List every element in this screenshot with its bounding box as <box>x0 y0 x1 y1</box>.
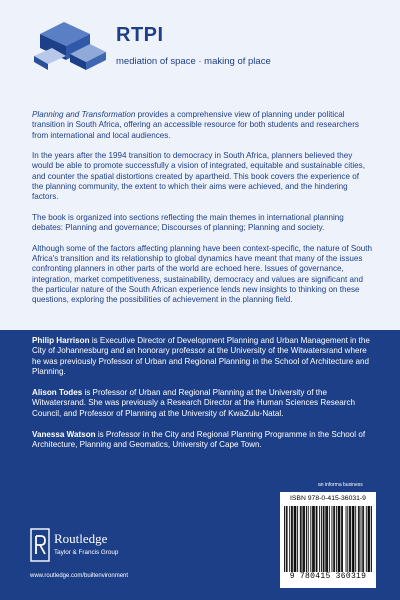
barcode-bar <box>353 506 354 572</box>
barcode-bar <box>366 506 367 572</box>
barcode-bar <box>358 506 359 572</box>
barcode-bar <box>352 506 353 572</box>
barcode-bar <box>355 506 356 572</box>
brand-name: RTPI <box>116 24 164 46</box>
barcode-bar <box>286 506 287 572</box>
barcode-bar <box>341 506 342 572</box>
author-bio-text: is Professor of Urban and Regional Planning at the University of the Witwatersrand. She was previously a Research Director at the Human Sciences Research Council, and Professor of Planning at the University of KwaZulu-Natal. <box>32 388 355 418</box>
author-name: Vanessa Watson <box>32 430 96 440</box>
barcode-bar <box>287 506 288 572</box>
description-text-1: provides a comprehensive view of planning under political transition in South Africa, offering an accessible resource for both students and researchers from international and local audiences. <box>32 110 359 140</box>
barcode-bar <box>324 506 325 572</box>
barcode-bar <box>291 506 292 572</box>
barcode-bar <box>304 506 305 572</box>
barcode-bar <box>333 506 334 572</box>
book-description <box>32 110 372 316</box>
routledge-logo-icon <box>30 528 50 562</box>
barcode-bar <box>284 506 285 572</box>
barcode-bar <box>327 506 328 572</box>
routledge-logo <box>30 528 190 562</box>
barcode-bar <box>292 506 293 572</box>
barcode-bar <box>310 506 311 572</box>
barcode-bar <box>346 506 347 572</box>
barcode-bar <box>339 506 340 572</box>
barcode-bar <box>371 506 372 572</box>
author-bio-text: is Executive Director of Development Planning and Urban Management in the City of Johannesburg and an honorary professor at the University of the Witwatersrand where he was previously Professor of Urban and Regional Planning in the School of Architecture and Planning. <box>32 336 370 376</box>
barcode-bar <box>336 506 337 572</box>
book-title: Planning and Transformation <box>32 110 136 119</box>
author-name: Philip Harrison <box>32 336 90 345</box>
barcode-bar <box>312 506 313 572</box>
author-bio <box>32 430 372 451</box>
barcode-bar <box>347 506 348 572</box>
description-paragraph-3: The book is organized into sections reflecting the main themes in international planning debates: Planning and governance; Discourses of planning; Planning and society. <box>32 212 344 233</box>
barcode-bar <box>294 506 295 572</box>
barcode-bar <box>308 506 309 572</box>
author-bios <box>32 336 372 462</box>
barcode-bar <box>301 506 302 572</box>
barcode-bar <box>338 506 339 572</box>
author-bio-text: is Professor in the City and Regional Planning Programme in the School of Architecture, Planning and Geomatics, University of Cape Town. <box>32 430 366 450</box>
barcode-bar <box>369 506 370 572</box>
barcode-bar <box>354 506 355 572</box>
barcode-bar <box>363 506 364 572</box>
informa-tag: an informa business <box>318 482 363 488</box>
barcode-bar <box>295 506 296 572</box>
barcode-bar <box>295 506 296 572</box>
barcode-bar <box>314 506 315 572</box>
barcode-bar <box>297 506 298 572</box>
author-name: Alison Todes <box>32 388 83 398</box>
isbn-label: ISBN 978-0-415-36031-9 <box>290 495 366 502</box>
barcode-bar <box>361 506 362 572</box>
barcode-digits: 9 780415 360319 <box>289 572 367 581</box>
description-paragraph-1 <box>32 110 372 141</box>
barcode-bar <box>289 506 290 572</box>
barcode-bar <box>323 506 324 572</box>
barcode-bar <box>306 506 307 572</box>
barcode-bar <box>313 506 314 572</box>
barcode-bar <box>325 506 326 572</box>
barcode-bar <box>362 506 363 572</box>
barcode-bar <box>317 506 318 572</box>
barcode-bar <box>302 506 303 572</box>
barcode-bar <box>334 506 335 572</box>
author-bio <box>32 336 372 377</box>
brand-tagline: mediation of space · making of place <box>116 56 271 67</box>
author-bio <box>32 388 372 419</box>
barcode-bar <box>350 506 351 572</box>
barcode-bar <box>300 506 301 572</box>
isbn-barcode <box>280 492 376 588</box>
description-paragraph-2: In the years after the 1994 transition to democracy in South Africa, planners believed they would be able to promote successfully a vision of integrated, equitable and sustainable cities, and counter the spatial distortions created by apartheid. This book covers the experience of the planning community, the extent to which their aims were achieved, and the hindering factors. <box>32 151 365 202</box>
barcode-bar <box>368 506 369 572</box>
barcode-bar <box>326 506 327 572</box>
barcode-bar <box>332 506 333 572</box>
barcode-bar <box>359 506 360 572</box>
publisher-url: www.routledge.com/builtenvironment <box>30 573 129 579</box>
barcode-bar <box>303 506 304 572</box>
barcode-bar <box>329 506 330 572</box>
barcode-bar <box>342 506 343 572</box>
barcode-bars <box>284 506 372 572</box>
publisher-group: Taylor & Francis Group <box>54 549 119 556</box>
description-paragraph-4: Although some of the factors affecting planning have been context-specific, the nature of South Africa's transition and its relationship to global dynamics have meant that many of the issues confronting planners in other parts of the world are echoed here. Issues of governance, integration, market competitiveness, sustainability, democracy and values are significant and the particular nature of the South African experience lends new insights to thinking on these questions, exploring the possibilities of achievement in the planning field. <box>32 243 373 305</box>
barcode-bar <box>339 506 340 572</box>
rtpi-logo <box>30 12 390 92</box>
barcode-bar <box>349 506 350 572</box>
publisher-name: Routledge <box>54 531 108 546</box>
barcode-bar <box>316 506 317 572</box>
barcode-bar <box>319 506 320 572</box>
barcode-bar <box>321 506 322 572</box>
barcode-bar <box>368 506 369 572</box>
rtpi-logo-icon <box>30 12 108 82</box>
